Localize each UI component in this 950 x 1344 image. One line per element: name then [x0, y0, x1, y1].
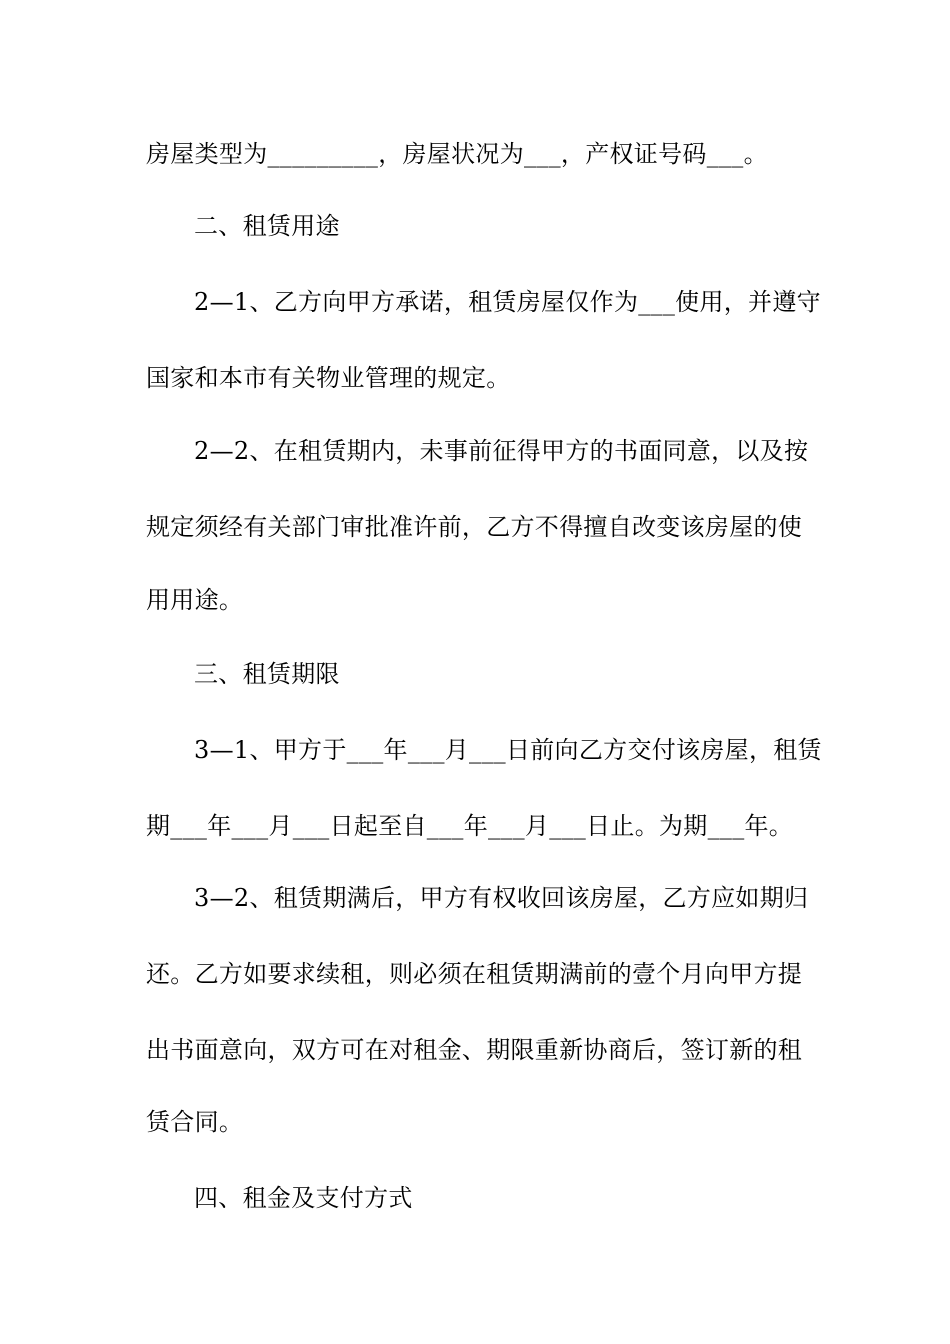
clause-2-2-line-2: 规定须经有关部门审批准许前，乙方不得擅自改变该房屋的使 [146, 513, 803, 541]
clause-3-2-line-4: 赁合同。 [146, 1108, 244, 1136]
clause-2-1-line-1: 2—1、乙方向甲方承诺，租赁房屋仅作为___使用，并遵守 [194, 288, 821, 316]
section-heading-lease-purpose: 二、租赁用途 [194, 212, 340, 240]
clause-3-1-line-1: 3—1、甲方于___年___月___日前向乙方交付该房屋，租赁 [194, 736, 822, 764]
clause-2-1-line-2: 国家和本市有关物业管理的规定。 [146, 364, 511, 392]
clause-2-2-line-3: 用用途。 [146, 586, 244, 614]
paragraph-house-type-line: 房屋类型为_________，房屋状况为___，产权证号码___。 [146, 140, 768, 168]
clause-3-2-line-1: 3—2、租赁期满后，甲方有权收回该房屋，乙方应如期归 [194, 884, 809, 912]
clause-3-1-line-2: 期___年___月___日起至自___年___月___日止。为期___年。 [146, 812, 794, 840]
clause-3-2-line-2: 还。乙方如要求续租，则必须在租赁期满前的壹个月向甲方提 [146, 960, 803, 988]
section-heading-lease-term: 三、租赁期限 [194, 660, 340, 688]
clause-3-2-line-3: 出书面意向，双方可在对租金、期限重新协商后，签订新的租 [146, 1036, 803, 1064]
section-heading-rent-payment: 四、租金及支付方式 [194, 1184, 413, 1212]
clause-2-2-line-1: 2—2、在租赁期内，未事前征得甲方的书面同意，以及按 [194, 437, 809, 465]
